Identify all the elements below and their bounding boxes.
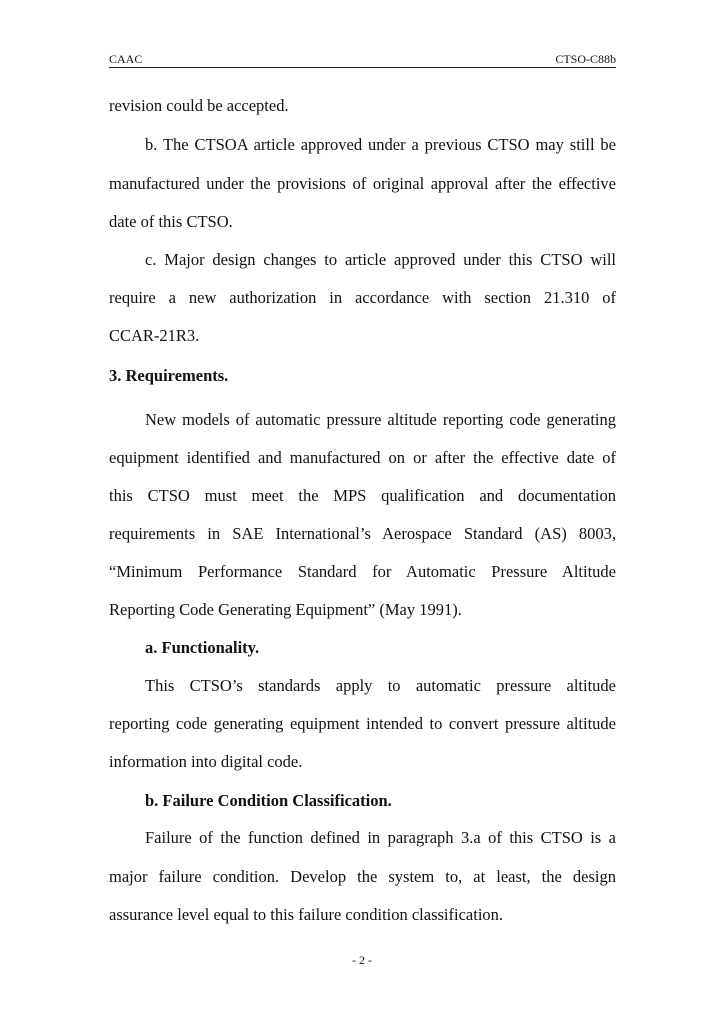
paragraph-line: date of this CTSO. bbox=[109, 212, 233, 231]
paragraph-line: information into digital code. bbox=[109, 752, 303, 771]
paragraph-line: this CTSO must meet the MPS qualification and documentation bbox=[109, 486, 616, 505]
paragraph-line: require a new authorization in accordance with section 21.310 of bbox=[109, 288, 616, 307]
paragraph-line: b. The CTSOA article approved under a previous CTSO may still be bbox=[145, 135, 616, 154]
paragraph-line: manufactured under the provisions of original approval after the effective bbox=[109, 174, 616, 193]
paragraph-line: reporting code generating equipment intended to convert pressure altitude bbox=[109, 714, 616, 733]
paragraph-line: CCAR-21R3. bbox=[109, 326, 200, 345]
paragraph-line: equipment identified and manufactured on or after the effective date of bbox=[109, 448, 616, 467]
paragraph-line: assurance level equal to this failure condition classification. bbox=[109, 905, 504, 924]
paragraph-line: This CTSO’s standards apply to automatic pressure altitude bbox=[145, 676, 616, 695]
header-org: CAAC bbox=[109, 52, 143, 66]
section-heading: 3. Requirements. bbox=[109, 366, 229, 385]
paragraph-line: revision could be accepted. bbox=[109, 96, 289, 115]
paragraph-line: requirements in SAE International’s Aerospace Standard (AS) 8003, bbox=[109, 524, 616, 543]
paragraph-line: Failure of the function defined in paragraph 3.a of this CTSO is a bbox=[145, 828, 616, 847]
paragraph-line: New models of automatic pressure altitude reporting code generating bbox=[145, 410, 616, 429]
subsection-heading: b. Failure Condition Classification. bbox=[145, 791, 392, 810]
subsection-heading: a. Functionality. bbox=[145, 638, 260, 657]
paragraph-line: “Minimum Performance Standard for Automatic Pressure Altitude bbox=[109, 562, 616, 581]
paragraph-line: c. Major design changes to article approved under this CTSO will bbox=[145, 250, 616, 269]
paragraph-line: Reporting Code Generating Equipment” (May 1991). bbox=[109, 600, 462, 619]
page-number: - 2 - bbox=[352, 953, 372, 967]
header-divider bbox=[109, 67, 616, 68]
paragraph-line: major failure condition. Develop the system to, at least, the design bbox=[109, 867, 616, 886]
header-doc-id: CTSO-C88b bbox=[555, 52, 616, 66]
